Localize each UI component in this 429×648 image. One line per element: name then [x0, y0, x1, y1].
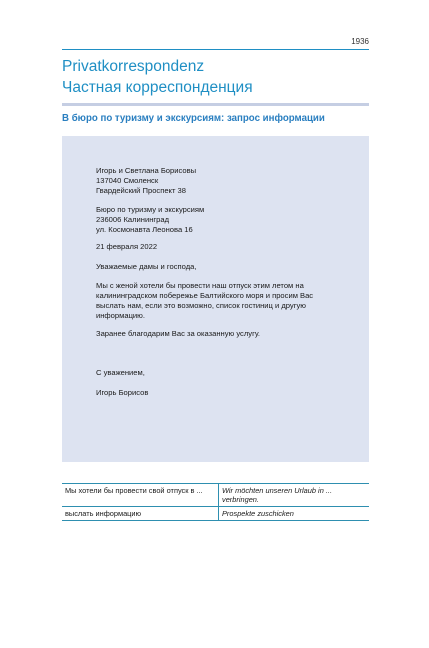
- phrase-german: Prospekte zuschicken: [219, 507, 370, 521]
- letter-body-line: калининградском побережье Балтийского моря и просим Вас: [96, 291, 314, 300]
- phrase-russian: выслать информацию: [62, 507, 219, 521]
- table-row: [62, 507, 369, 521]
- sender-street: Гвардейский Проспект 38: [96, 186, 186, 195]
- phrase-russian: Мы хотели бы провести свой отпуск в ...: [62, 484, 219, 507]
- section-subtitle: В бюро по туризму и экскурсиям: запрос информации: [62, 113, 325, 124]
- letter-panel: [62, 136, 369, 462]
- phrase-table: [62, 483, 369, 521]
- sender-name: Игорь и Светлана Борисовы: [96, 166, 197, 175]
- table-row: [62, 484, 369, 507]
- page-number: 1936: [351, 37, 369, 46]
- letter-signature: Игорь Борисов: [96, 388, 149, 397]
- recipient-street: ул. Космонавта Леонова 16: [96, 225, 193, 234]
- title-divider: [62, 103, 369, 106]
- top-divider: [62, 49, 369, 50]
- letter-date: 21 февраля 2022: [96, 242, 158, 251]
- title-german: Privatkorrespondenz: [62, 58, 205, 75]
- letter-body-line: информацию.: [96, 311, 145, 320]
- letter-closing: С уважением,: [96, 368, 145, 377]
- phrase-german: Wir möchten unseren Urlaub in ... verbringen.: [219, 484, 370, 507]
- letter-body-line: Мы с женой хотели бы провести наш отпуск этим летом на: [96, 281, 304, 290]
- letter-greeting: Уважаемые дамы и господа,: [96, 262, 197, 271]
- letter-thanks: Заранее благодарим Вас за оказанную услугу.: [96, 329, 260, 338]
- title-russian: Частная корреспонденция: [62, 79, 253, 96]
- recipient-city: 236006 Калининград: [96, 215, 170, 224]
- letter-body-line: выслать нам, если это возможно, список гостиниц и другую: [96, 301, 306, 310]
- sender-city: 137040 Смоленск: [96, 176, 159, 185]
- recipient-name: Бюро по туризму и экскурсиям: [96, 205, 205, 214]
